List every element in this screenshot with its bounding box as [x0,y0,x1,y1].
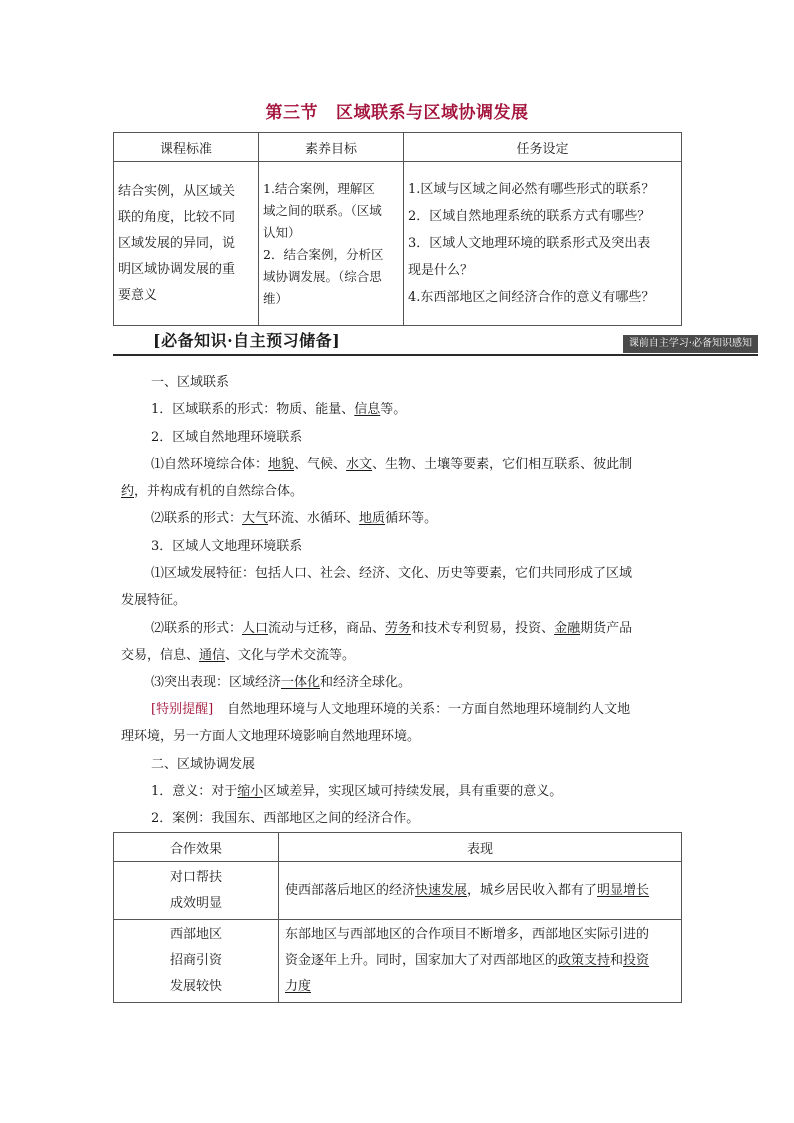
underlined-answer: 缩小 [237,784,264,799]
underlined-answer: 一体化 [281,675,321,690]
cell-line: 招商引资 [169,953,222,968]
paragraph: 2．案例：我国东、西部地区之间的经济合作。 [151,811,420,826]
underlined-answer: 政策支持 [558,953,611,968]
cell-line: 明区域协调发展的重 [118,261,236,277]
section-title: [必备知识·自主预习储备] [153,331,341,350]
cell-line [285,948,675,974]
cell-line: 发展较快 [169,979,222,994]
cell-line: 区域发展的异同，说 [118,235,236,251]
coop-performance-cell [279,920,682,1003]
cell-line: 2．区域自然地理系统的联系方式有哪些？ [408,209,651,224]
heading-regional-coordination: 二、区域协调发展 [151,757,256,772]
cell-line: 维） [263,290,289,306]
cell-line: 成效明显 [169,895,222,911]
text: 、文化与学术交流等。 [225,648,356,663]
text: 区域差异，实现区域可持续发展，具有重要的意义。 [263,784,563,799]
section-header [113,328,758,354]
underlined-answer: 力度 [285,979,312,994]
paragraph [151,617,632,636]
cell-line: 域协调发展。（综合思 [263,268,382,284]
underlined-answer: 快速发展 [415,882,468,898]
text: 期货产品 [580,621,633,636]
text: 资金逐年上升。同时，国家加大了对西部地区的 [285,953,559,968]
cell-line: 西部地区 [169,927,222,942]
text: 流动与迁移，商品、 [268,621,386,636]
coop-effect-cell [114,920,279,1003]
paragraph [151,671,411,690]
standards-table [113,132,682,326]
text: ⑵联系的形式： [151,621,243,636]
cell-line: 域之间的联系。（区域 [263,202,382,218]
underlined-answer: 明显增长 [597,882,650,898]
cooperation-table [113,832,682,1003]
underlined-answer: 地质 [359,511,386,526]
text: 1．意义：对于 [151,784,238,799]
text: ⑶突出表现：区域经济 [151,675,282,690]
underlined-answer: 投资 [623,953,650,968]
text: ⑴自然环境综合体： [151,457,269,472]
task-setting-cell [404,162,682,326]
underlined-answer: 信息 [354,402,381,417]
page-title [0,98,794,123]
underlined-answer: 地貌 [268,457,295,472]
text: 和经济全球化。 [320,675,412,690]
paragraph [121,644,355,663]
underlined-answer: 约 [121,484,135,499]
standards-header-1: 课程标准 [114,133,259,162]
cell-line: 现是什么？ [408,263,474,278]
paragraph: 发展特征。 [121,593,187,608]
paragraph [151,398,406,417]
cell-line: 1.结合案例，理解区 [263,180,375,196]
text: ，城乡居民收入都有了 [467,882,598,898]
literacy-goal-cell [259,162,404,326]
paragraph: ⑴区域发展特征：包括人口、社会、经济、文化、历史等要素，它们共同形成了区域 [151,566,633,581]
special-tip [151,698,630,717]
cell-line: 对口帮扶 [169,869,222,885]
text: 、气候、 [294,457,347,472]
text: 交易，信息、 [121,648,200,663]
underlined-answer: 通信 [199,648,226,663]
cell-line: 结合实例，从区域关 [118,183,236,199]
text: 1．区域联系的形式：物质、能量、 [151,402,355,417]
section-tag: 课前自主学习·必备知识感知 [623,335,758,353]
tip-label: [特别提醒] [151,702,214,717]
coop-header-performance: 表现 [279,833,682,862]
section-divider [113,354,758,356]
paragraph [151,453,632,472]
cell-line: 联的角度，比较不同 [118,209,236,225]
cell-line: 1.区域与区域之间必然有哪些形式的联系？ [408,182,655,197]
text: 和技术专利贸易，投资、 [411,621,555,636]
cell-line: 3．区域人文地理环境的联系形式及突出表 [408,236,651,251]
coop-header-effect: 合作效果 [114,833,279,862]
coop-performance-cell [279,862,682,920]
text: 循环等。 [385,511,438,526]
underlined-answer: 劳务 [385,621,412,636]
text: 、生物、土壤等要素，它们相互联系、彼此制 [372,457,633,472]
text: 环流、水循环、 [268,511,360,526]
paragraph [121,480,303,499]
text: ⑵联系的形式： [151,511,243,526]
cell-line [285,974,675,1000]
text: 和 [610,953,624,968]
heading-regional-links: 一、区域联系 [151,375,230,390]
underlined-answer: 人口 [242,621,269,636]
text: 使西部落后地区的经济 [285,882,416,898]
underlined-answer: 大气 [242,511,269,526]
title-text: 区域联系与区域协调发展 [336,103,529,123]
paragraph: 3．区域人文地理环境联系 [151,539,303,554]
paragraph: 理环境，另一方面人文地理环境影响自然地理环境。 [121,729,421,744]
cell-line: 2．结合案例，分析区 [263,246,384,262]
cell-line: 东部地区与西部地区的合作项目不断增多，西部地区实际引进的 [285,927,650,942]
course-standard-cell [114,162,259,326]
text: 自然地理环境与人文地理环境的关系：一方面自然地理环境制约人文地 [227,702,631,717]
text: 等。 [380,402,407,417]
text: ，并构成有机的自然综合体。 [134,484,304,499]
paragraph [151,780,562,799]
cell-line: 4.东西部地区之间经济合作的意义有哪些？ [408,290,655,305]
coop-effect-cell [114,862,279,920]
standards-header-2: 素养目标 [259,133,404,162]
title-section-number: 第三节 [265,103,318,123]
underlined-answer: 金融 [554,621,581,636]
underlined-answer: 水文 [346,457,373,472]
cell-line: 要意义 [118,287,158,303]
paragraph [151,507,437,526]
paragraph: 2．区域自然地理环境联系 [151,430,303,445]
cell-line: 认知） [263,224,301,240]
standards-header-3: 任务设定 [404,133,682,162]
